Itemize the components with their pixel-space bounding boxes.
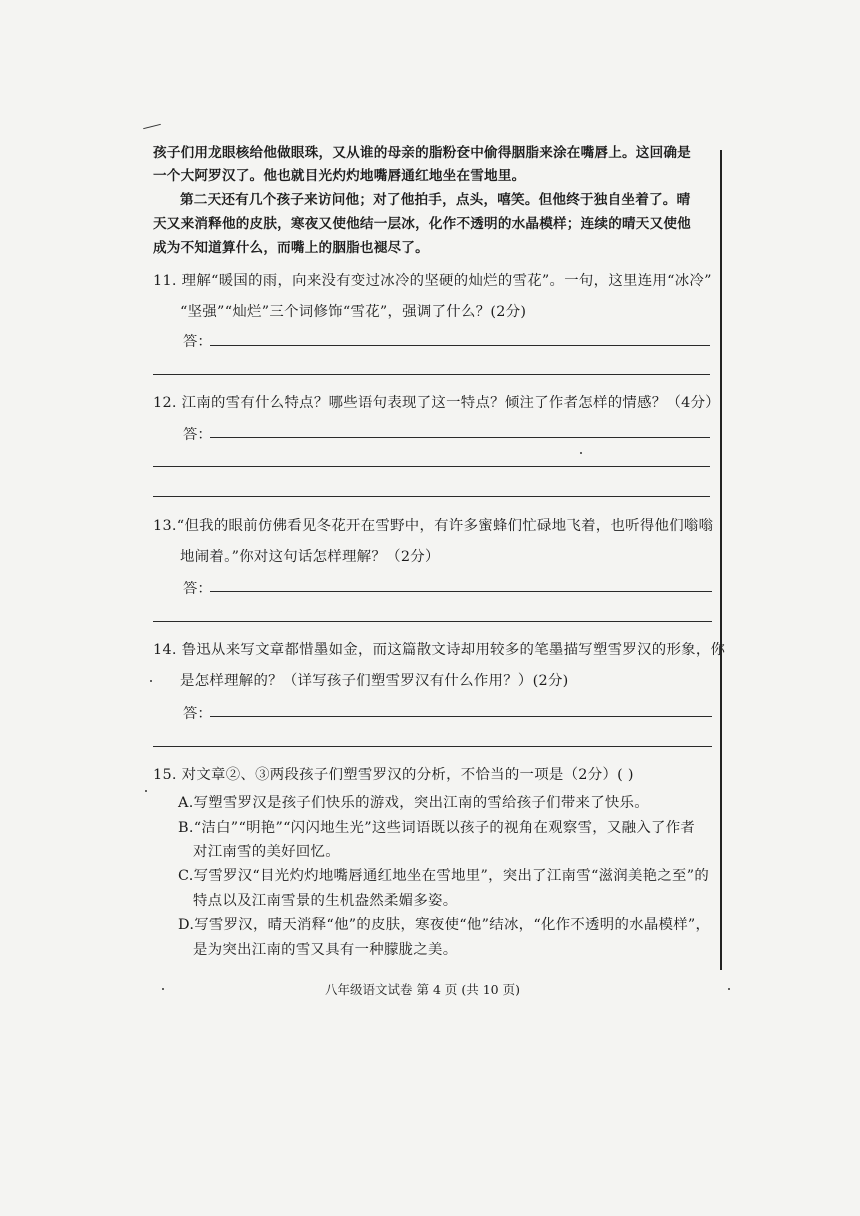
option-c-cont: 特点以及江南雪景的生机盎然柔媚多姿。 (193, 893, 458, 909)
answer-line[interactable] (210, 345, 710, 346)
answer-line[interactable] (210, 716, 712, 717)
question-15-text: 15. 对文章②、③两段孩子们塑雪罗汉的分析，不恰当的一项是（2分）( ) (153, 767, 634, 783)
question-14-text: 14. 鲁迅从来写文章都惜墨如金，而这篇散文诗却用较多的笔墨描写塑雪罗汉的形象，你 (153, 642, 726, 658)
scan-speck (145, 790, 147, 792)
question-14-text: 是怎样理解的？（详写孩子们塑雪罗汉有什么作用？）(2分) (180, 673, 569, 689)
page-footer: 八年级语文试卷 第 4 页 (共 10 页) (325, 982, 520, 997)
question-12-text: 12. 江南的雪有什么特点？哪些语句表现了这一特点？倾注了作者怎样的情感？（4分） (153, 395, 720, 411)
question-13-text: 13.“但我的眼前仿佛看见冬花开在雪野中，有许多蜜蜂们忙碌地飞着，也听得他们嗡嗡 (153, 518, 714, 534)
answer-line[interactable] (153, 746, 712, 747)
passage-line: 第二天还有几个孩子来访问他；对了他拍手，点头，嘻笑。但他终于独自坐着了。晴 (180, 192, 691, 208)
option-b[interactable]: B.“洁白”“明艳”“闪闪地生光”这些词语既以孩子的视角在观察雪，又融入了作者 (178, 820, 696, 836)
page-edge-rule (720, 150, 722, 970)
answer-line[interactable] (153, 496, 710, 497)
option-a[interactable]: A.写塑雪罗汉是孩子们快乐的游戏，突出江南的雪给孩子们带来了快乐。 (178, 795, 649, 811)
answer-label: 答： (183, 427, 212, 443)
answer-line[interactable] (153, 621, 712, 622)
answer-line[interactable] (210, 591, 712, 592)
passage-line: 成为不知道算什么，而嘴上的胭脂也褪尽了。 (153, 240, 429, 256)
option-b-cont: 对江南雪的美好回忆。 (193, 844, 340, 860)
question-11-text: 11. 理解“暖国的雨，向来没有变过冰冷的坚硬的灿烂的雪花”。一句，这里连用“冰冷” (153, 273, 712, 289)
answer-label: 答： (183, 334, 212, 350)
answer-line[interactable] (153, 374, 710, 375)
answer-line[interactable] (210, 437, 710, 438)
answer-line[interactable] (153, 466, 710, 467)
answer-label: 答： (183, 581, 212, 597)
passage-line: 天又来消释他的皮肤，寒夜又使他结一层冰，化作不透明的水晶模样；连续的晴天又使他 (153, 216, 691, 232)
answer-label: 答： (183, 706, 212, 722)
option-d-cont: 是为突出江南的雪又具有一种朦胧之美。 (193, 942, 458, 958)
corner-mark (143, 124, 161, 129)
scan-speck (162, 988, 164, 990)
scan-speck (150, 680, 152, 682)
passage-line: 一个大阿罗汉了。他也就目光灼灼地嘴唇通红地坐在雪地里。 (153, 168, 526, 184)
option-c[interactable]: C.写雪罗汉“目光灼灼地嘴唇通红地坐在雪地里”，突出了江南雪“滋润美艳之至”的 (178, 868, 710, 884)
scan-speck (728, 988, 730, 990)
question-13-text: 地闹着。”你对这句话怎样理解？（2分） (180, 549, 440, 565)
scan-speck (580, 452, 582, 454)
question-11-text: “坚强”“灿烂”三个词修饰“雪花”，强调了什么？(2分) (180, 304, 527, 320)
option-d[interactable]: D.写雪罗汉，晴天消释“他”的皮肤，寒夜使“他”结冰，“化作不透明的水晶模样”， (178, 917, 711, 933)
passage-line: 孩子们用龙眼核给他做眼珠，又从谁的母亲的脂粉奁中偷得胭脂来涂在嘴唇上。这回确是 (153, 145, 691, 161)
